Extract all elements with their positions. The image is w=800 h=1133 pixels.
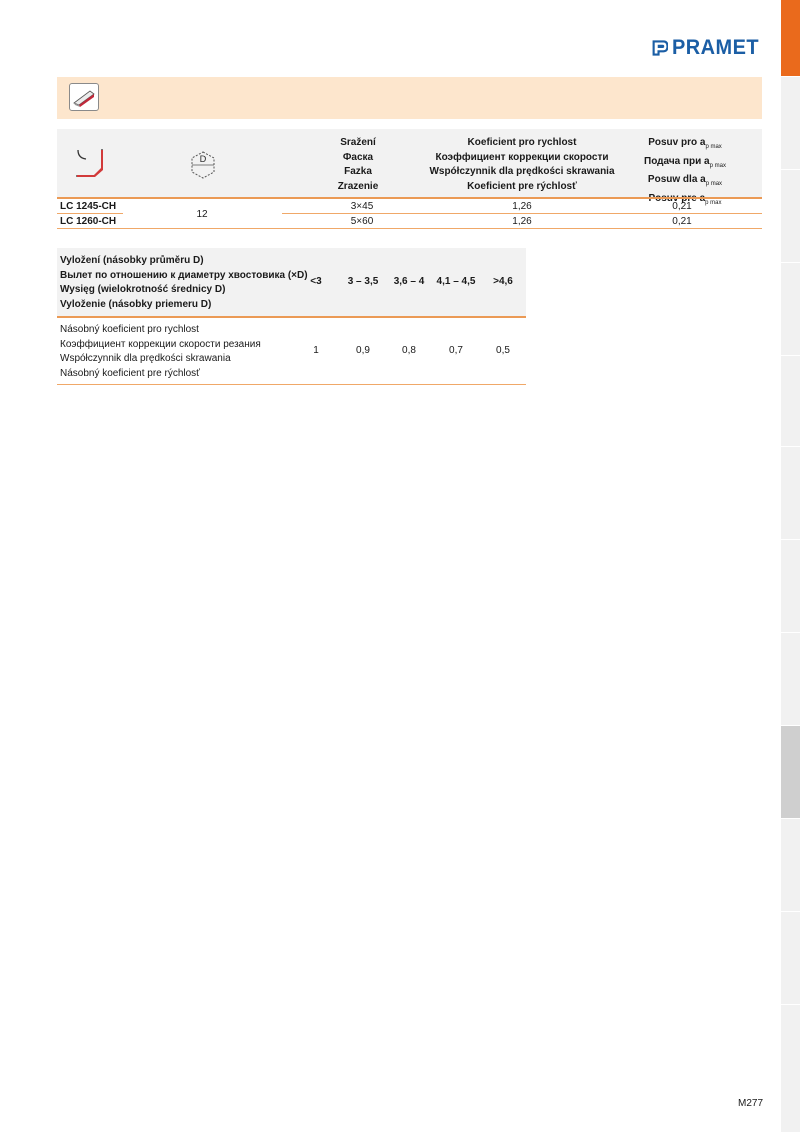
side-tab bbox=[781, 356, 800, 447]
table1-row2-feed: 0,21 bbox=[672, 216, 692, 227]
side-tab bbox=[781, 170, 800, 263]
pramet-logo-icon bbox=[652, 38, 668, 58]
col-chamfer-cz: Sražení bbox=[340, 137, 376, 148]
table2-row-label-ru: Коэффициент коррекции скорости резания bbox=[60, 338, 261, 350]
table2-header-rule bbox=[57, 316, 526, 318]
side-tab bbox=[781, 77, 800, 170]
chamfer-corner-icon bbox=[72, 147, 110, 179]
table2-col-4: 4,1 – 4,5 bbox=[436, 276, 476, 287]
table2-value-3: 0,8 bbox=[402, 345, 416, 356]
table1-row1-speed: 1,26 bbox=[512, 201, 532, 212]
table2-value-4: 0,7 bbox=[449, 345, 463, 356]
table2-col-3: 3,6 – 4 bbox=[393, 276, 425, 287]
side-tab bbox=[781, 447, 800, 540]
table2-row-label-sk: Násobný koeficient pre rýchlosť bbox=[60, 367, 200, 379]
pramet-logo bbox=[652, 36, 764, 60]
side-tab-strip bbox=[781, 0, 800, 1132]
table2-col-1: <3 bbox=[310, 276, 322, 287]
table2-col-2: 3 – 3,5 bbox=[347, 276, 379, 287]
table1-row-divider bbox=[282, 213, 762, 214]
table1-row1-feed: 0,21 bbox=[672, 201, 692, 212]
table2-value-1: 1 bbox=[313, 345, 319, 356]
col-chamfer-sk: Zrazenie bbox=[337, 180, 379, 192]
col-speed-pl: Współczynnik dla prędkości skrawania bbox=[429, 166, 615, 177]
table2-header-cz: Vyložení (násobky průměru D) bbox=[60, 255, 204, 266]
table2-row-label-cz: Násobný koeficient pro rychlost bbox=[60, 324, 199, 335]
side-tab bbox=[781, 540, 800, 633]
side-tab-active bbox=[781, 0, 800, 77]
table1-row1-chamfer: 3×45 bbox=[350, 201, 374, 212]
table2-col-5: >4,6 bbox=[493, 276, 513, 287]
side-tab-current bbox=[781, 726, 800, 819]
side-tab bbox=[781, 263, 800, 356]
table1-header-rule bbox=[57, 197, 762, 199]
col-speed-sk: Koeficient pre rýchlosť bbox=[467, 180, 577, 192]
table2-bottom-rule bbox=[57, 384, 526, 385]
col-speed-cz: Koeficient pro rychlost bbox=[467, 137, 577, 148]
diameter-d-icon bbox=[187, 150, 219, 180]
table2-header-ru: Вылет по отношению к диаметру хвостовика (×D) bbox=[60, 269, 308, 281]
table2-header-pl: Wysięg (wielokrotność średnicy D) bbox=[60, 284, 226, 295]
table2-header-sk: Vyloženie (násobky priemeru D) bbox=[60, 298, 212, 310]
col-feed-sk: p max bbox=[705, 199, 722, 206]
side-tab bbox=[781, 819, 800, 912]
side-tab bbox=[781, 633, 800, 726]
table1-row1-code: LC 1245-CH bbox=[60, 201, 117, 212]
pramet-logo-text: PRAMET bbox=[672, 36, 760, 59]
table2-row-label-pl: Współczynnik dla prędkości skrawania bbox=[60, 353, 231, 364]
col-chamfer-pl: Fazka bbox=[344, 166, 372, 177]
table2-value-2: 0,9 bbox=[356, 345, 370, 356]
col-feed-cz: Posuv pro $a_{p max}$ bbox=[648, 137, 722, 150]
col-chamfer-ru: Фаска bbox=[342, 151, 374, 163]
table1-diameter-value: 12 bbox=[196, 209, 208, 220]
diameter-symbol: D bbox=[199, 155, 207, 165]
col-feed-pl: Posuw dla $a_{p max}$ bbox=[647, 174, 723, 187]
page-number: M277 bbox=[738, 1098, 764, 1109]
insert-tool-icon bbox=[69, 83, 99, 111]
table1-row2-chamfer: 5×60 bbox=[350, 216, 374, 227]
section-banner bbox=[57, 77, 762, 119]
col-feed-ru: Подача при $a_{p max}$ bbox=[644, 155, 726, 169]
col-speed-ru: Коэффициент коррекции скорости bbox=[435, 151, 609, 163]
table1-row2-speed: 1,26 bbox=[512, 216, 532, 227]
table1-row2-code: LC 1260-CH bbox=[60, 216, 117, 227]
table1-bottom-rule bbox=[57, 228, 762, 229]
side-tab bbox=[781, 1005, 800, 1133]
table2-value-5: 0,5 bbox=[496, 345, 510, 356]
table1-row-divider bbox=[57, 213, 123, 214]
side-tab bbox=[781, 912, 800, 1005]
col-speed-header bbox=[402, 136, 642, 194]
